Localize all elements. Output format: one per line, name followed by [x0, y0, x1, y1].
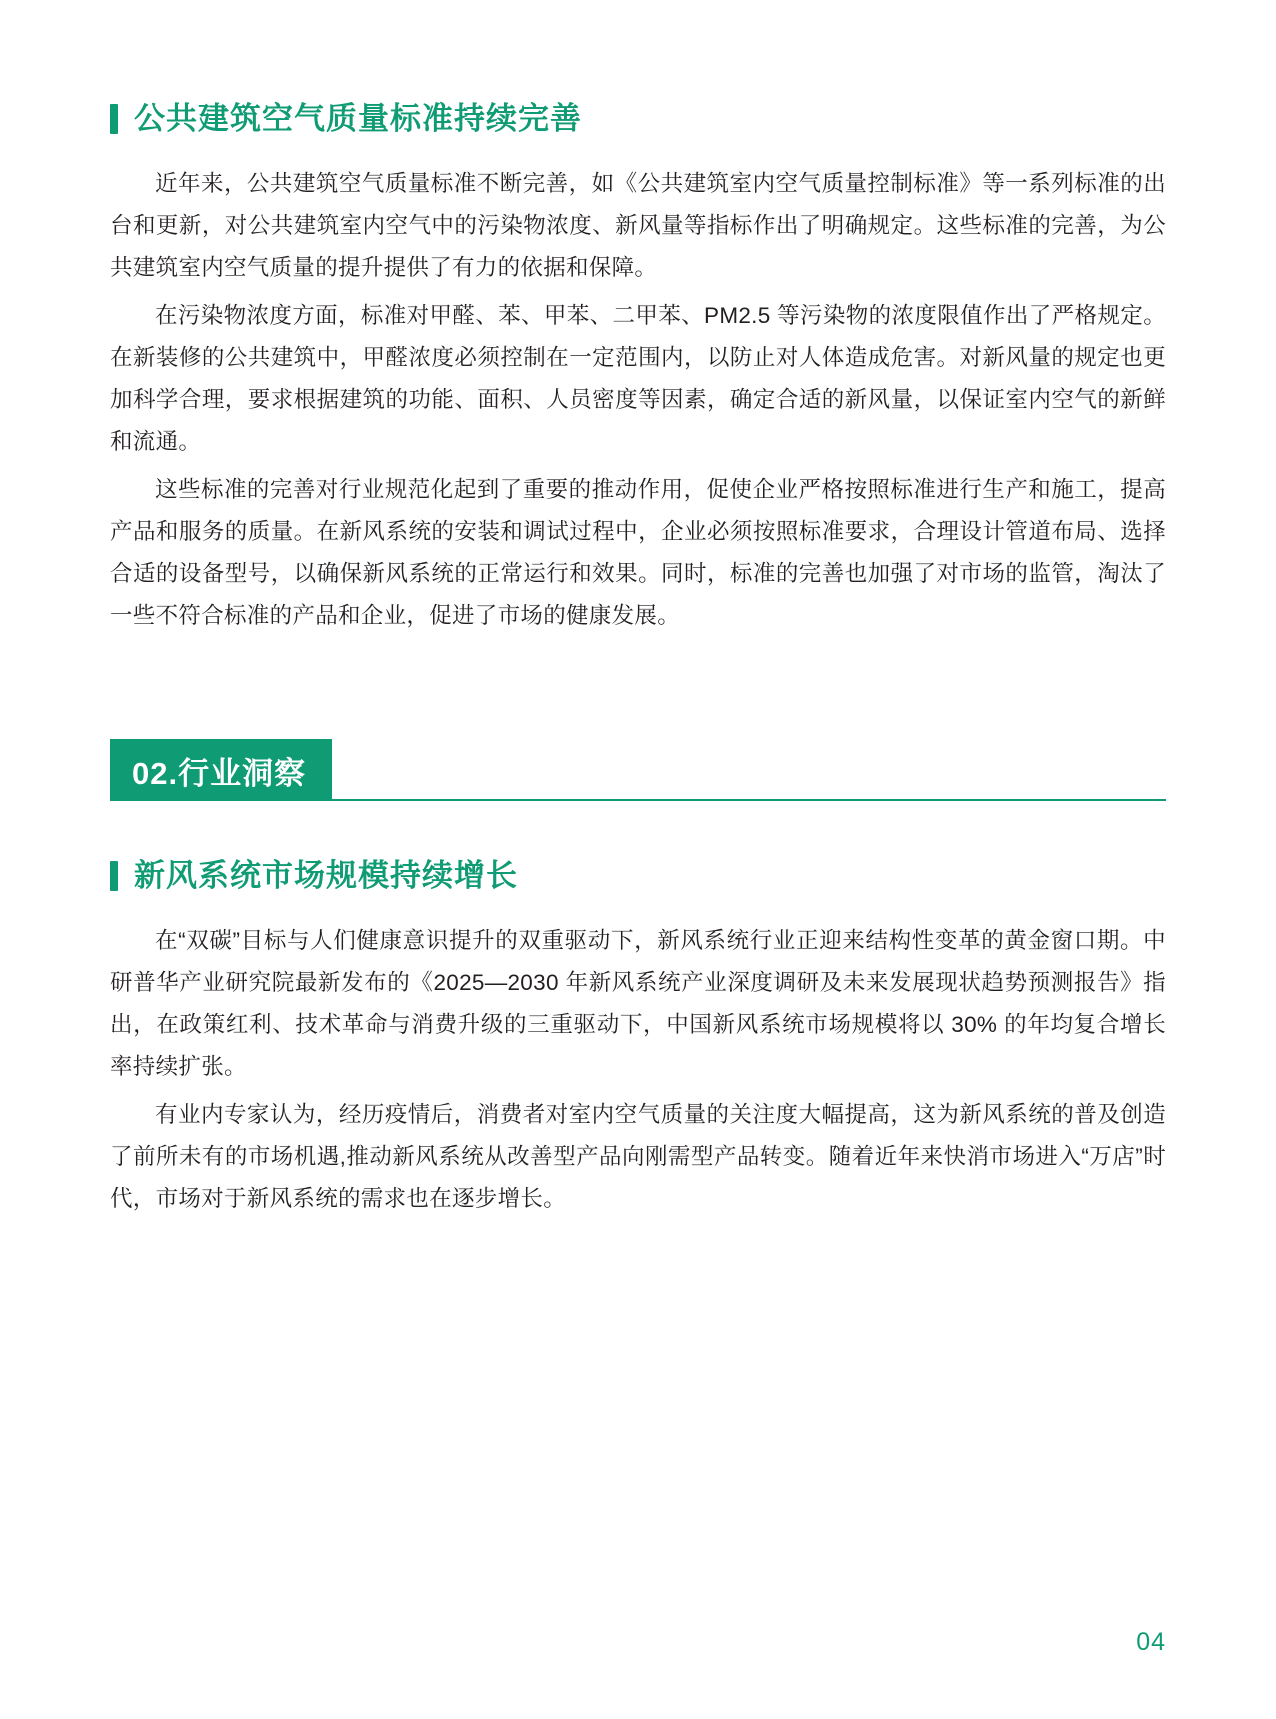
heading-accent-bar-icon	[110, 104, 118, 134]
page-number: 04	[1136, 1628, 1166, 1656]
paragraph: 有业内专家认为，经历疫情后，消费者对室内空气质量的关注度大幅提高，这为新风系统的普及创造了前所未有的市场机遇,推动新风系统从改善型产品向刚需型产品转变。随着近年来快消市场进入“万店”时代，市场对于新风系统的需求也在逐步增长。	[110, 1102, 1166, 1212]
section-heading-text: 新风系统市场规模持续增长	[134, 858, 518, 894]
section-heading-air-quality-standards	[110, 100, 1166, 137]
chapter-label: 02.行业洞察	[110, 739, 332, 801]
section-heading-text: 公共建筑空气质量标准持续完善	[134, 101, 582, 136]
section-heading-market-growth	[110, 857, 1166, 894]
chapter-heading-spacer	[110, 801, 1166, 857]
paragraph: 这些标准的完善对行业规范化起到了重要的推动作用，促使企业严格按照标准进行生产和施工，提高产品和服务的质量。在新风系统的安装和调试过程中，企业必须按照标准要求，合理设计管道布局、选择合适的设备型号，以确保新风系统的正常运行和效果。同时，标准的完善也加强了对市场的监管，淘汰了一些不符合标准的产品和企业，促进了市场的健康发展。	[110, 477, 1166, 629]
paragraph: 在污染物浓度方面，标准对甲醛、苯、甲苯、二甲苯、PM2.5 等污染物的浓度限值作出了严格规定。在新装修的公共建筑中，甲醛浓度必须控制在一定范围内，以防止对人体造成危害。对新风量的规定也更加科学合理，要求根据建筑的功能、面积、人员密度等因素，确定合适的新风量，以保证室内空气的新鲜和流通。	[110, 303, 1166, 455]
heading-accent-bar-icon	[110, 861, 118, 891]
section-spacer	[110, 643, 1166, 739]
paragraph: 在“双碳”目标与人们健康意识提升的双重驱动下，新风系统行业正迎来结构性变革的黄金窗口期。中研普华产业研究院最新发布的《2025—2030 年新风系统产业深度调研及未来发展现状趋势预测报告》指出，在政策红利、技术革命与消费升级的三重驱动下，中国新风系统市场规模将以 30% 的年均复合增长率持续扩张。	[110, 928, 1166, 1080]
chapter-banner	[110, 739, 1166, 801]
chapter-rule-divider	[332, 798, 1166, 801]
top-spacer	[110, 0, 1166, 100]
heading-body-spacer	[110, 894, 1166, 920]
paragraph: 近年来，公共建筑空气质量标准不断完善，如《公共建筑室内空气质量控制标准》等一系列标准的出台和更新，对公共建筑室内空气中的污染物浓度、新风量等指标作出了明确规定。这些标准的完善，为公共建筑室内空气质量的提升提供了有力的依据和保障。	[110, 171, 1166, 281]
heading-body-spacer	[110, 137, 1166, 163]
